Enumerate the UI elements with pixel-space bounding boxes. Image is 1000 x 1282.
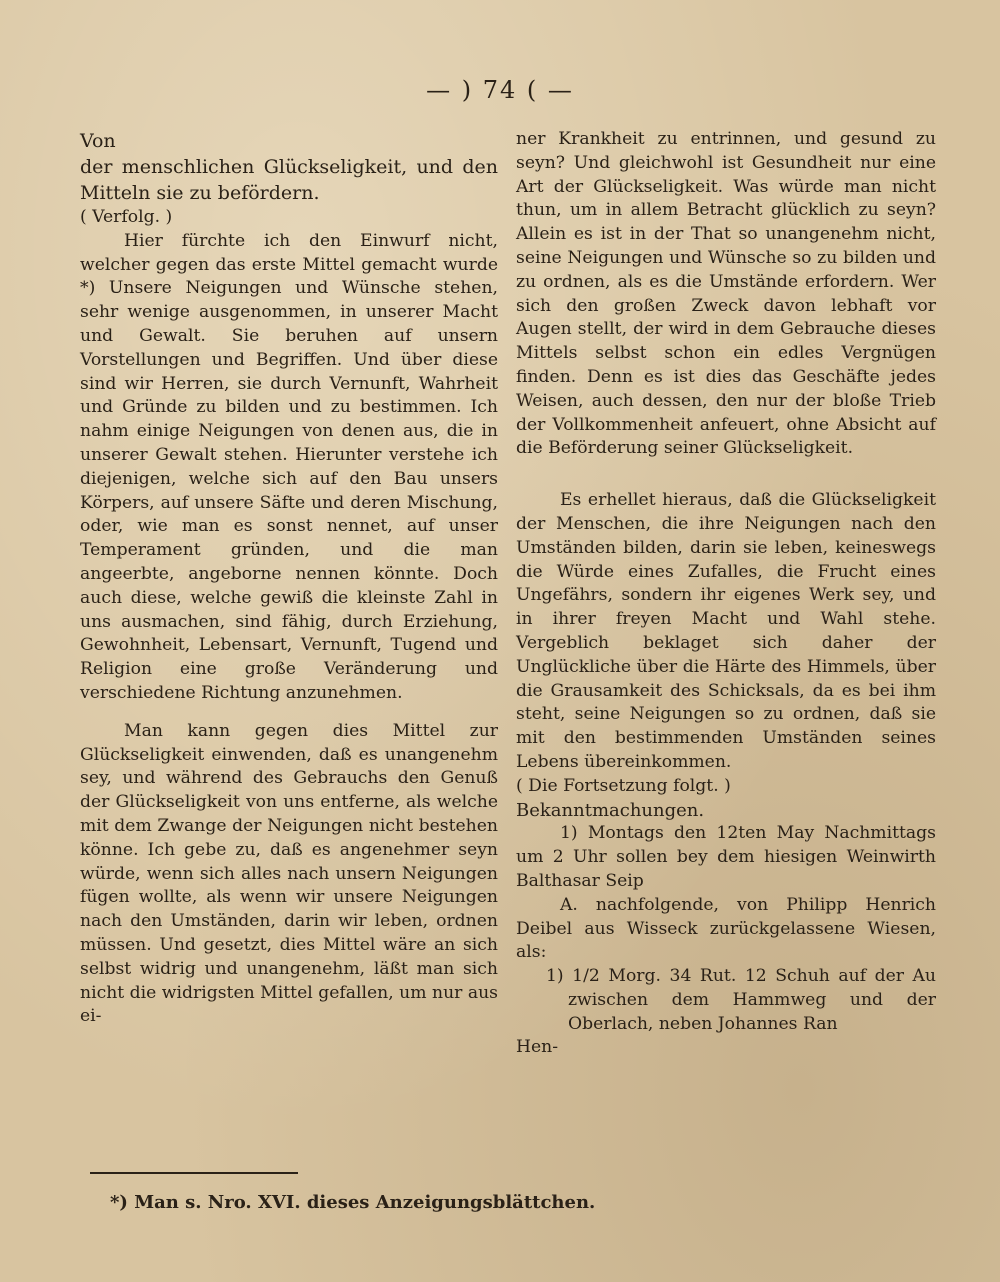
- article-paragraph-2: Man kann gegen dies Mittel zur Glückseligkeit einwenden, daß es unangenehm sey, und während des Gebrauchs den Genuß der Glückseligkeit von uns entferne, als welche mit dem Zwange der Neigungen nicht bestehen könne. Ich gebe zu, daß es angenehmer seyn würde, wenn sich alles nach unsern Neigungen fügen wollte, als wenn wir unsere Neigungen nach den Umständen, darin wir leben, ordnen müssen. Und gesetzt, dies Mittel wäre an sich selbst widrig und unangenehm, läßt man sich nicht die widrigsten Mittel gefallen, um nur aus ei-: [80, 720, 498, 1027]
- catchword: Hen-: [516, 1037, 559, 1058]
- footnote-text: *) Man s. Nro. XVI. dieses Anzeigungsblättchen.: [110, 1192, 596, 1213]
- left-column: [80, 128, 498, 1029]
- continuation-note: ( Verfolg. ): [80, 207, 173, 227]
- footnote-rule: [90, 1172, 298, 1174]
- right-column: [516, 128, 936, 1060]
- announcement-item: 1) Montags den 12ten May Nachmittags um 2 Uhr sollen bey dem hiesigen Weinwirth Balthasar Seip: [516, 823, 936, 891]
- article-paragraph-3: ner Krankheit zu entrinnen, und gesund zu seyn? Und gleichwohl ist Gesundheit nur eine Art der Glückseligkeit. Was würde man nicht thun, um in allem Betracht glücklich zu seyn? Allein es ist in der That so unangenehm nicht, seine Neigungen und Wünsche so zu bilden und zu ordnen, als es die Umstände erfordern. Wer sich den großen Zweck davon lebhaft vor Augen stellt, der wird in dem Gebrauche dieses Mittels selbst schon ein edles Vergnügen finden. Denn es ist dies das Geschäfte jedes Weisen, auch dessen, den nur der bloße Trieb der Vollkommenheit anfeuert, ohne Absicht auf die Beförderung seiner Glückseligkeit.: [516, 129, 936, 459]
- announcements-heading: Bekanntmachungen.: [516, 799, 705, 821]
- page-number: — ) 74 ( —: [426, 76, 574, 104]
- announcement-detail: 1) 1/2 Morg. 34 Rut. 12 Schuh auf der Au zwischen dem Hammweg und der Oberlach, neben Johannes Ran: [546, 966, 936, 1034]
- article-title: Von der menschlichen Glückseligkeit, und den Mitteln sie zu befördern.: [80, 130, 498, 204]
- to-be-continued-note: ( Die Fortsetzung folgt. ): [516, 775, 731, 796]
- article-paragraph-4: Es erhellet hieraus, daß die Glückseligkeit der Menschen, die ihre Neigungen nach den Umständen bilden, darin sie leben, keineswegs die Würde eines Zufalles, die Frucht eines Ungefährs, sondern ihr eigenes Werk sey, und in ihrer freyen Macht und Wahl stehe. Vergeblich beklaget sich daher der Unglückliche über die Härte des Himmels, über die Grausamkeit des Schicksals, da es bei ihm steht, seine Neigungen so zu ordnen, daß sie mit den bestimmenden Umständen seines Lebens übereinkommen.: [516, 490, 936, 772]
- page-header: [0, 76, 1000, 104]
- article-paragraph-1: Hier fürchte ich den Einwurf nicht, welcher gegen das erste Mittel gemacht wurde *) Unsere Neigungen und Wünsche stehen, sehr wenige ausgenommen, in unserer Macht und Gewalt. Sie beruhen auf unsern Vorstellungen und Begriffen. Und über diese sind wir Herren, sie durch Vernunft, Wahrheit und Gründe zu bilden und zu bestimmen. Ich nahm einige Neigungen von denen aus, die in unserer Gewalt stehen. Hierunter verstehe ich diejenigen, welche sich auf den Bau unsers Körpers, auf unsere Säfte und deren Mischung, oder, wie man es sonst nennet, auf unser Temperament gründen, und die man angeerbte, angeborne nennen könnte. Doch auch diese, welche gewiß die kleinste Zahl in uns ausmachen, sind fähig, durch Erziehung, Gewohnheit, Lebensart, Vernunft, Tugend und Religion eine große Veränderung und verschiedene Richtung anzunehmen.: [80, 230, 498, 703]
- announcement-subitem: A. nachfolgende, von Philipp Henrich Deibel aus Wisseck zurückgelassene Wiesen, als:: [516, 894, 936, 963]
- footnote: [110, 1192, 595, 1213]
